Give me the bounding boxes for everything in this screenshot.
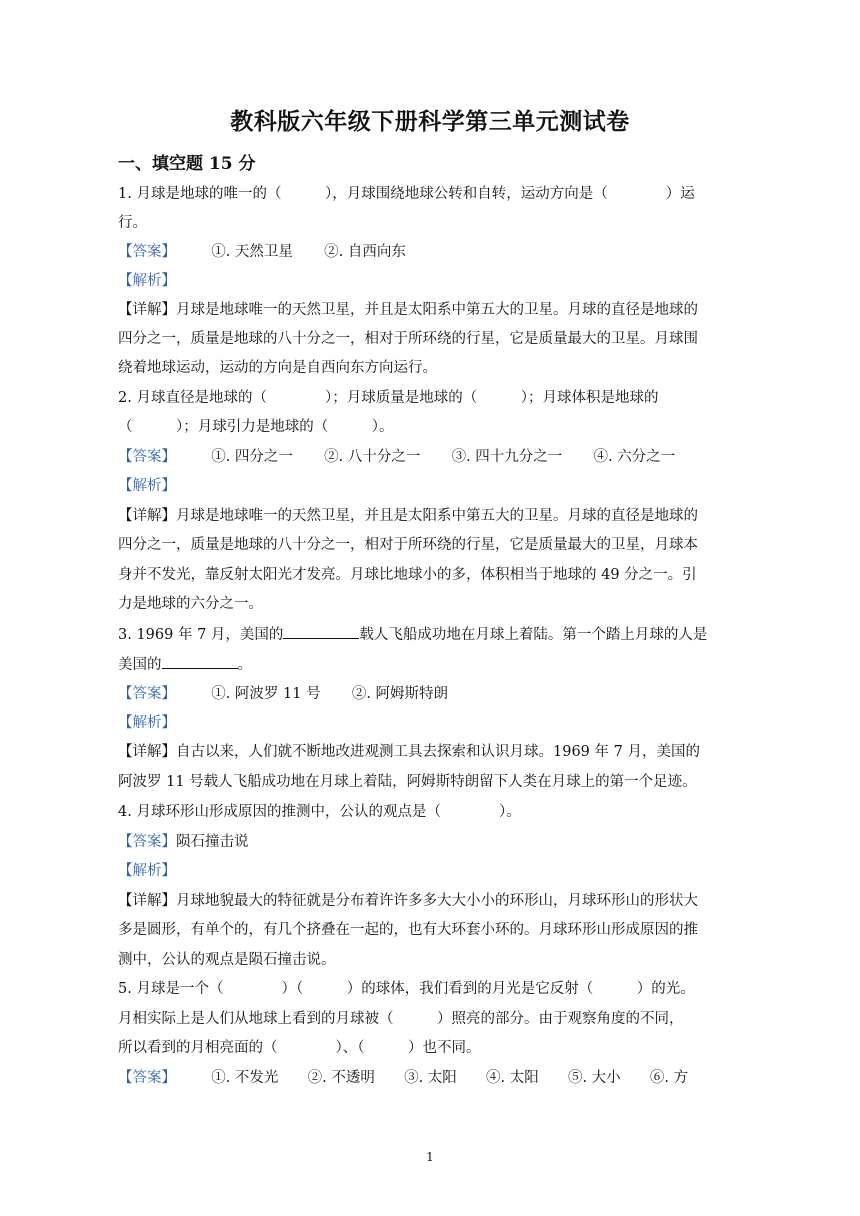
detail-text: 月球是地球唯一的天然卫星，并且是太阳系中第五大的卫星。月球的直径是地球的 [176, 508, 698, 524]
question-text: 美国的 [118, 657, 162, 673]
answer-label: 【答案】 [118, 834, 176, 850]
question-4-detail-line-3: 测中，公认的观点是陨石撞击说。 [118, 952, 336, 968]
answer-item: ④. 六分之一 [593, 449, 676, 465]
answer-item: ①. 天然卫星 [211, 244, 293, 260]
question-text: 3. 1969 年 7 月，美国的 [118, 627, 284, 643]
question-3-answer [118, 684, 448, 704]
question-text: 载人飞船成功地在月球上着陆。第一个踏上月球的人是 [359, 627, 708, 643]
question-5-line-3: 所以看到的月相亮面的（ ）、（ ）也不同。 [118, 1040, 481, 1056]
question-4-answer [118, 832, 249, 852]
analysis-label: 【解析】 [118, 715, 176, 731]
question-2-detail-line-2: 四分之一，质量是地球的八十分之一，相对于所环绕的行星，它是质量最大的卫星，月球本 [118, 537, 698, 553]
detail-label: 【详解】 [118, 893, 176, 909]
answer-item: ③. 太阳 [404, 1070, 457, 1086]
answer-label: 【答案】 [118, 449, 176, 465]
question-2-line-2: （ ）；月球引力是地球的（ ）。 [118, 419, 394, 435]
blank-underline [162, 654, 238, 669]
question-4-detail-line-2: 多是圆形，有单个的，有几个挤叠在一起的，也有大环套小环的。月球环形山形成原因的推 [118, 922, 698, 938]
answer-item: 陨石撞击说 [176, 834, 249, 850]
question-1-detail-line-1 [118, 300, 698, 320]
question-3-detail-line-1 [118, 742, 700, 762]
question-1-line-1: 1. 月球是地球的唯一的（ ），月球围绕地球公转和自转，运动方向是（ ）运 [118, 186, 695, 202]
answer-item: ②. 不透明 [307, 1070, 375, 1086]
question-5-answer [118, 1068, 688, 1088]
question-2-answer [118, 447, 675, 467]
question-3-line-1 [118, 624, 707, 645]
question-2-detail-line-1 [118, 506, 698, 526]
question-2-line-1: 2. 月球直径是地球的（ ）；月球质量是地球的（ ）；月球体积是地球的 [118, 390, 659, 406]
question-3-detail-line-2: 阿波罗 11 号载人飞船成功地在月球上着陆，阿姆斯特朗留下人类在月球上的第一个足迹。 [118, 774, 697, 790]
answer-item: ②. 阿姆斯特朗 [351, 686, 449, 702]
detail-text: 自古以来，人们就不断地改进观测工具去探索和认识月球。1969 年 7 月，美国的 [176, 744, 700, 760]
answer-item: ①. 阿波罗 11 号 [211, 686, 321, 702]
detail-text: 月球地貌最大的特征就是分布着许许多多大大小小的环形山，月球环形山的形状大 [176, 893, 698, 909]
question-1-detail-line-3: 绕着地球运动，运动的方向是自西向东方向运行。 [118, 360, 437, 376]
answer-item: ⑤. 大小 [567, 1070, 621, 1086]
question-2-detail-line-3: 身并不发光，靠反射太阳光才发亮。月球比地球小的多，体积相当于地球的 49 分之一。引 [118, 567, 697, 583]
answer-label: 【答案】 [118, 686, 176, 702]
answer-label: 【答案】 [118, 244, 176, 260]
answer-item: ①. 不发光 [211, 1070, 279, 1086]
answer-item: ②. 八十分之一 [324, 449, 421, 465]
question-5-line-2: 月相实际上是人们从地球上看到的月球被（ ）照亮的部分。由于观察角度的不同， [118, 1011, 684, 1027]
question-text: 。 [237, 657, 252, 673]
section-heading: 一、填空题 15 分 [118, 154, 256, 174]
page-number: 1 [426, 1150, 434, 1164]
detail-label: 【详解】 [118, 744, 176, 760]
analysis-label: 【解析】 [118, 863, 176, 879]
page-title: 教科版六年级下册科学第三单元测试卷 [230, 108, 630, 135]
blank-underline [283, 624, 359, 639]
analysis-label: 【解析】 [118, 478, 176, 494]
answer-item: ⑥. 方 [649, 1070, 689, 1086]
answer-item: ④. 太阳 [486, 1070, 539, 1086]
question-4-line-1: 4. 月球环形山形成原因的推测中，公认的观点是（ ）。 [118, 804, 521, 820]
answer-label: 【答案】 [118, 1070, 176, 1086]
analysis-label: 【解析】 [118, 273, 176, 289]
question-1-line-2: 行。 [118, 215, 147, 231]
question-4-detail-line-1 [118, 891, 698, 911]
question-3-line-2 [118, 654, 252, 675]
question-1-detail-line-2: 四分之一，质量是地球的八十分之一，相对于所环绕的行星，它是质量最大的卫星。月球围 [118, 331, 698, 347]
answer-item: ③. 四十九分之一 [451, 449, 563, 465]
question-2-detail-line-4: 力是地球的六分之一。 [118, 596, 263, 612]
answer-item: ②. 自西向东 [324, 244, 406, 260]
detail-label: 【详解】 [118, 302, 176, 318]
question-5-line-1: 5. 月球是一个（ ）（ ）的球体，我们看到的月光是它反射（ ）的光。 [118, 981, 695, 997]
detail-text: 月球是地球唯一的天然卫星，并且是太阳系中第五大的卫星。月球的直径是地球的 [176, 302, 698, 318]
answer-item: ①. 四分之一 [211, 449, 293, 465]
question-1-answer [118, 242, 406, 262]
detail-label: 【详解】 [118, 508, 176, 524]
